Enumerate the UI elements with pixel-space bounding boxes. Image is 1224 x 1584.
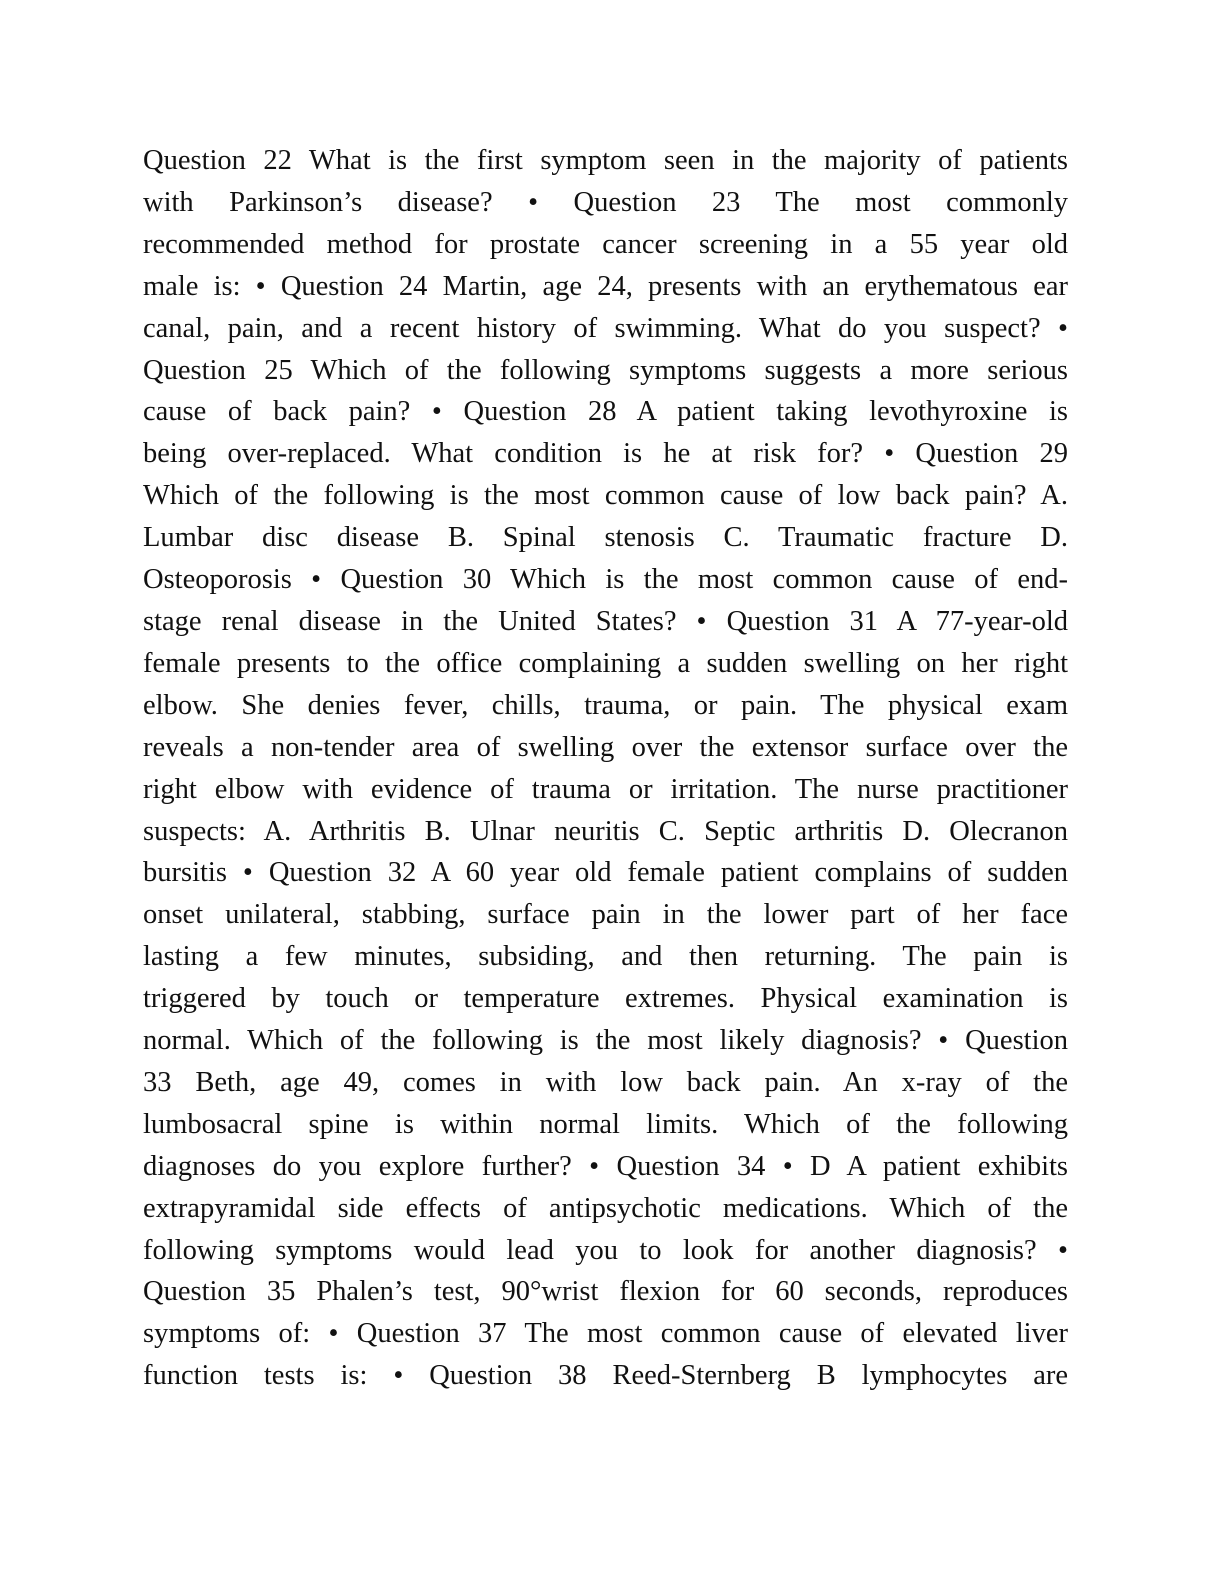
text-line: triggered by touch or temperature extremes. Physical examination is xyxy=(143,983,1068,1015)
text-line: cause of back pain? • Question 28 A patient taking levothyroxine is xyxy=(143,396,1068,428)
text-line: suspects: A. Arthritis B. Ulnar neuritis C. Septic arthritis D. Olecranon xyxy=(143,815,1068,847)
text-line: diagnoses do you explore further? • Question 34 • D A patient exhibits xyxy=(143,1150,1068,1182)
text-line: Question 35 Phalen’s test, 90°wrist flexion for 60 seconds, reproduces xyxy=(143,1276,1068,1308)
text-line: canal, pain, and a recent history of swimming. What do you suspect? • xyxy=(143,312,1068,344)
text-line: male is: • Question 24 Martin, age 24, presents with an erythematous ear xyxy=(143,270,1068,302)
text-line: Question 25 Which of the following symptoms suggests a more serious xyxy=(143,354,1068,386)
text-line: Which of the following is the most common cause of low back pain? A. xyxy=(143,480,1068,512)
text-line: symptoms of: • Question 37 The most common cause of elevated liver xyxy=(143,1318,1068,1350)
text-line: normal. Which of the following is the most likely diagnosis? • Question xyxy=(143,1025,1068,1057)
text-line: following symptoms would lead you to look for another diagnosis? • xyxy=(143,1234,1068,1266)
text-line: lumbosacral spine is within normal limits. Which of the following xyxy=(143,1108,1068,1140)
text-line: reveals a non-tender area of swelling over the extensor surface over the xyxy=(143,731,1068,763)
text-line: Osteoporosis • Question 30 Which is the most common cause of end- xyxy=(143,564,1068,596)
text-line: 33 Beth, age 49, comes in with low back pain. An x-ray of the xyxy=(143,1066,1068,1098)
text-line: female presents to the office complaining a sudden swelling on her right xyxy=(143,647,1068,679)
text-line: recommended method for prostate cancer screening in a 55 year old xyxy=(143,228,1068,260)
text-line: right elbow with evidence of trauma or irritation. The nurse practitioner xyxy=(143,773,1068,805)
text-line: elbow. She denies fever, chills, trauma, or pain. The physical exam xyxy=(143,689,1068,721)
document-body xyxy=(143,140,1068,1397)
text-line: Lumbar disc disease B. Spinal stenosis C. Traumatic fracture D. xyxy=(143,522,1068,554)
text-line: extrapyramidal side effects of antipsychotic medications. Which of the xyxy=(143,1192,1068,1224)
text-line: lasting a few minutes, subsiding, and then returning. The pain is xyxy=(143,941,1068,973)
text-line: being over-replaced. What condition is he at risk for? • Question 29 xyxy=(143,438,1068,470)
text-line: onset unilateral, stabbing, surface pain in the lower part of her face xyxy=(143,899,1068,931)
text-line: bursitis • Question 32 A 60 year old female patient complains of sudden xyxy=(143,857,1068,889)
text-line: Question 22 What is the first symptom seen in the majority of patients xyxy=(143,145,1068,176)
text-line: function tests is: • Question 38 Reed-Sternberg B lymphocytes are xyxy=(143,1360,1068,1392)
text-line: with Parkinson’s disease? • Question 23 The most commonly xyxy=(143,186,1068,218)
text-line: stage renal disease in the United States? • Question 31 A 77-year-old xyxy=(143,605,1068,637)
